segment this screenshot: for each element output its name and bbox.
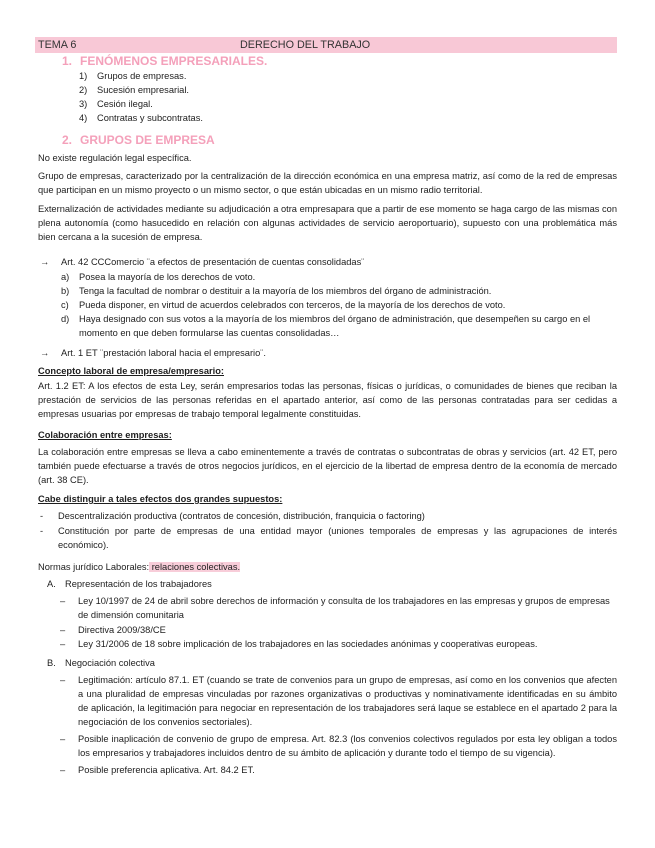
highlighted-text: relaciones colectivas.	[149, 562, 241, 572]
list-item	[38, 524, 617, 552]
list-item-text: Sucesión empresarial.	[97, 85, 189, 95]
list-item-text: Legitimación: artículo 87.1. ET (cuando se trate de convenios para un grupo de empresas, así como en los convenios que afecten a una pluralidad de empresas vinculadas por razones organizativas o productivas y nominativamente identificadas en su ámbito de aplicación, la legitimación para negociar en representación de los trabajadores será laque se establece en el apartado 2 para la negociación de los convenios sectoriales).	[78, 675, 617, 727]
art1-text: Art. 1 ET ¨prestación laboral hacia el empresario¨.	[61, 348, 266, 358]
art42-line	[38, 255, 617, 269]
art42-list	[38, 270, 617, 340]
paragraph: Art. 1.2 ET: A los efectos de esta Ley, serán empresarios todas las personas, físicas o jurídicas, o comunidades de bienes que reciban la prestación de servicios de las personas referidas en el apartado anterior, así como de las personas contratadas para ser cedidas a empresas usuarias por empresas de trabajo temporal legalmente constituidas.	[38, 381, 617, 419]
list-item	[38, 83, 617, 97]
intro-line: No existe regulación legal específica.	[38, 153, 192, 163]
representacion-list	[38, 594, 617, 651]
concepto-heading: Concepto laboral de empresa/empresario:	[38, 366, 224, 376]
list-item-text: Pueda disponer, en virtud de acuerdos celebrados con terceros, de la mayoría de los derechos de voto.	[79, 300, 506, 310]
section-number: 2.	[62, 133, 73, 147]
representacion-heading	[38, 577, 617, 591]
list-marker: –	[60, 675, 66, 685]
list-item	[38, 284, 617, 298]
paragraph: La colaboración entre empresas se lleva a cabo eminentemente a través de contratas o subcontratas de obras y servicios (art. 42 ET, pero también puede efectuarse a través de otros negocios jurídicos, en el ejercicio de la libertad de empresa dentro de la economía de mercado (art. 38 CE).	[38, 447, 617, 485]
colaboracion-heading: Colaboración entre empresas:	[38, 430, 172, 440]
header-subject: DERECHO DEL TRABAJO	[240, 39, 371, 51]
supuestos-heading: Cabe distinguir a tales efectos dos grandes supuestos:	[38, 494, 283, 504]
negociacion-list	[38, 673, 617, 777]
list-marker: –	[60, 734, 66, 744]
document-body	[38, 54, 617, 777]
fenomenos-list	[38, 69, 617, 125]
list-item-text: Cesión ilegal.	[97, 99, 153, 109]
list-marker: c)	[61, 300, 69, 310]
list-item-text: Haya designado con sus votos a la mayoría de los miembros del órgano de administración, que desempeñen su cargo en el momento en que deben formularse las cuentas consolidadas…	[79, 314, 591, 338]
paragraph: Externalización de actividades mediante su adjudicación a otra empresapara que a partir de ese momento se haga cargo de las mismas con plena autonomía (como hasucedido en relación con algunas actividades de servicio aeroportuario), supuesto con una problemática más bien cercana a la sucesión de empresa.	[38, 204, 617, 242]
list-item	[38, 312, 617, 340]
list-item-text: Constitución por parte de empresas de una entidad mayor (uniones temporales de empresas y las agrupaciones de interés económico).	[58, 526, 617, 550]
list-item	[38, 763, 617, 777]
art42-text: Art. 42 CCComercio ¨a efectos de presentación de cuentas consolidadas¨	[61, 257, 365, 267]
list-marker: –	[60, 596, 66, 606]
list-item-text: Ley 31/2006 de 18 sobre implicación de los trabajadores en las sociedades anónimas y cooperativas europeas.	[78, 639, 538, 649]
list-marker: b)	[61, 286, 70, 296]
list-item-text: Tenga la facultad de nombrar o destituir a la mayoría de los miembros del órgano de administración.	[79, 286, 492, 296]
list-marker: 1)	[79, 71, 88, 81]
list-item	[38, 298, 617, 312]
list-item-text: Posible inaplicación de convenio de grupo de empresa. Art. 82.3 (los convenios colectivos regulados por esta ley obligan a todos los empresarios y trabajadores incluidos dentro de su ámbito de aplicación y durante todo el tiempo de su vigencia).	[78, 734, 617, 758]
normas-laborales-line	[38, 560, 617, 574]
list-item	[38, 69, 617, 83]
list-marker: –	[60, 625, 66, 635]
list-item	[38, 594, 617, 622]
list-marker: d)	[61, 314, 70, 324]
header-topic: TEMA 6	[38, 39, 77, 51]
list-marker: 2)	[79, 85, 88, 95]
list-marker: 3)	[79, 99, 88, 109]
list-marker: –	[60, 639, 66, 649]
section-heading-grupos	[38, 133, 617, 147]
list-item	[38, 637, 617, 651]
section-number: 1.	[62, 54, 73, 68]
arrow-icon: →	[40, 348, 50, 358]
list-item	[38, 97, 617, 111]
subsection-marker: A.	[47, 579, 56, 589]
normas-label: Normas jurídico Laborales:	[38, 562, 150, 572]
list-item	[38, 509, 617, 523]
subsection-marker: B.	[47, 658, 56, 668]
list-item-text: Posea la mayoría de los derechos de voto.	[79, 272, 256, 282]
list-item	[38, 732, 617, 760]
section-title: GRUPOS DE EMPRESA	[80, 133, 215, 147]
page-header	[35, 37, 617, 53]
supuestos-list	[38, 509, 617, 552]
list-item	[38, 623, 617, 637]
section-heading-fenomenos	[38, 54, 617, 68]
subsection-title: Negociación colectiva	[65, 658, 155, 668]
list-item-text: Directiva 2009/38/CE	[78, 625, 166, 635]
list-item-text: Contratas y subcontratas.	[97, 113, 203, 123]
list-marker: 4)	[79, 113, 88, 123]
list-marker: -	[40, 526, 44, 536]
list-item-text: Ley 10/1997 de 24 de abril sobre derechos de información y consulta de los trabajadores en las empresas y grupos de empresas de dimensión comunitaria	[78, 596, 610, 620]
list-marker: -	[40, 511, 44, 521]
list-item	[38, 270, 617, 284]
section-title: FENÓMENOS EMPRESARIALES.	[80, 54, 268, 68]
list-marker: a)	[61, 272, 70, 282]
paragraph: Grupo de empresas, caracterizado por la centralización de la dirección económica en una empresa matriz, así como de la red de empresas que participan en un mismo proyecto o un mismo sector, o que están ubicadas en un mismo radio territorial.	[38, 171, 617, 195]
subsection-title: Representación de los trabajadores	[65, 579, 212, 589]
art1-line	[38, 346, 617, 360]
list-item-text: Descentralización productiva (contratos de concesión, distribución, franquicia o factoring)	[58, 511, 425, 521]
list-item	[38, 111, 617, 125]
list-item-text: Posible preferencia aplicativa. Art. 84.2 ET.	[78, 765, 255, 775]
list-item-text: Grupos de empresas.	[97, 71, 187, 81]
list-marker: –	[60, 765, 66, 775]
negociacion-heading	[38, 656, 617, 670]
list-item	[38, 673, 617, 729]
arrow-icon: →	[40, 257, 50, 267]
